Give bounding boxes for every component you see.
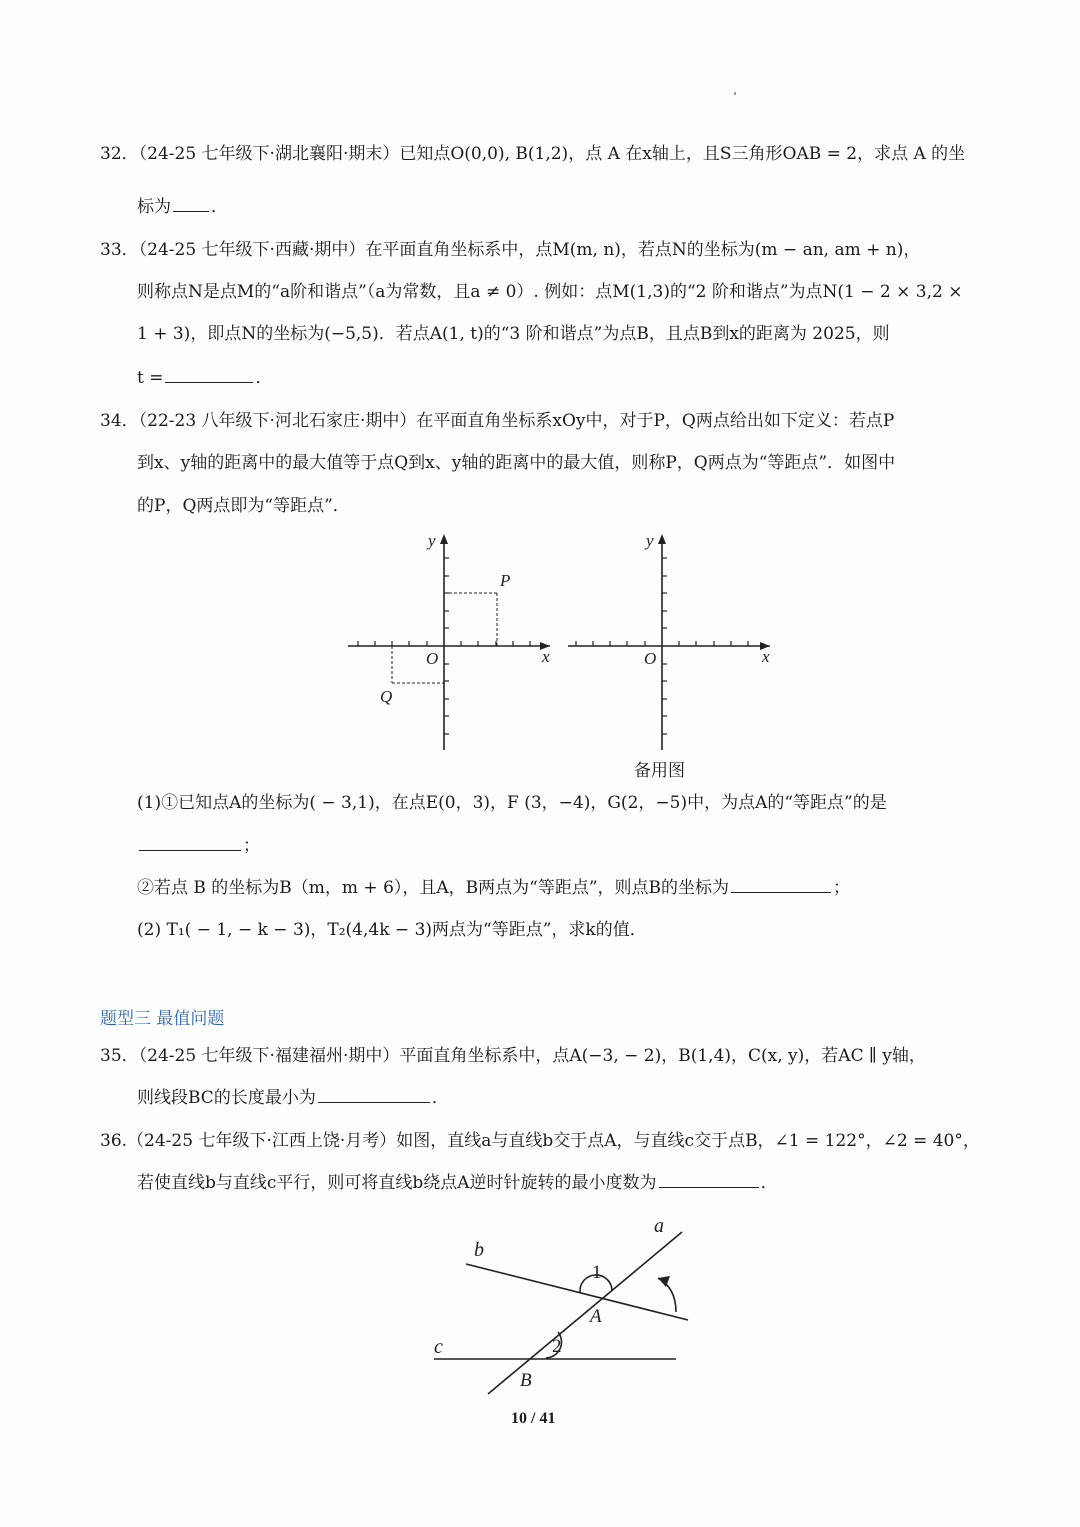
q33-line2: 则称点N是点M的“a阶和谐点”（a为常数，且a ≠ 0）. 例如：点M(1,3)的“2 阶和谐点”为点N(1 − 2 × 3,2 × <box>137 282 963 302</box>
q33-line4-end: ． <box>255 368 273 388</box>
q36-figure <box>420 1210 720 1400</box>
q33-line4-text: t = <box>137 368 164 388</box>
q34-figure-2 <box>560 530 780 760</box>
point-b-label: B <box>520 1370 532 1391</box>
q35-line2-end: ． <box>431 1088 449 1108</box>
q35-line2 <box>137 1090 449 1107</box>
section-heading: 题型三 最值问题 <box>100 1009 225 1029</box>
fig1-x-label: x <box>542 647 550 666</box>
label-a: a <box>654 1215 664 1237</box>
q34-part2: (2) T₁( − 1, − k − 3)，T₂(4,4k − 3)两点为“等距点”，求k的值． <box>137 920 647 940</box>
y-axis-arrow-icon <box>440 534 448 544</box>
q33-line1: 33．（24-25 七年级下·西藏·期中）在平面直角坐标系中，点M(m, n)，若点N的坐标为(m − an, am + n)， <box>100 240 921 260</box>
q34-part1a: (1)①已知点A的坐标为( − 3,1)，在点E(0，3)，F (3，−4)，G(2，−5)中，为点A的“等距点”的是 <box>137 793 887 813</box>
q34-part1b-blank[interactable] <box>731 891 831 893</box>
q36-answer-blank[interactable] <box>659 1186 759 1188</box>
fig2-caption: 备用图 <box>634 761 685 781</box>
q36-line1: 36.（24-25 七年级下·江西上饶·月考）如图，直线a与直线b交于点A，与直线c交于点B，∠1 = 122°，∠2 = 40°， <box>100 1131 980 1151</box>
q34-line1: 34．（22-23 八年级下·河北石家庄·期中）在平面直角坐标系xOy中，对于P，Q两点给出如下定义：若点P <box>100 411 895 431</box>
q33-line4 <box>137 370 272 387</box>
q32-line1: 32．（24-25 七年级下·湖北襄阳·期末）已知点O(0,0), B(1,2)，点 A 在x轴上，且S三角形OAB = 2，求点 A 的坐 <box>100 144 966 164</box>
q34-figure-1 <box>340 530 560 760</box>
q34-part1b-text: ②若点 B 的坐标为B（m，m + 6），且A，B两点为“等距点”，则点B的坐标为 <box>137 878 730 898</box>
q32-line2 <box>137 199 228 216</box>
q32-line2-end: ． <box>211 197 228 217</box>
q36-line2-text: 若使直线b与直线c平行，则可将直线b绕点A逆时针旋转的最小度数为 <box>137 1173 657 1193</box>
fig1-origin-label: O <box>426 649 439 668</box>
q35-line1: 35．（24-25 七年级下·福建福州·期中）平面直角坐标系中，点A(−3, − 2)，B(1,4)，C(x, y)，若AC ∥ y轴， <box>100 1046 926 1066</box>
q34-part1a-blank[interactable] <box>139 849 241 851</box>
y-axis-arrow-icon <box>658 534 666 544</box>
point-a-label: A <box>590 1306 602 1327</box>
q34-part1a-answer <box>137 838 260 855</box>
point-q-label: Q <box>380 687 393 706</box>
q32-answer-blank[interactable] <box>173 210 209 212</box>
label-c: c <box>434 1336 443 1358</box>
q34-part1b-end: ； <box>833 878 851 898</box>
q34-part1b <box>137 880 850 897</box>
fig2-origin-label: O <box>644 649 657 668</box>
q33-answer-blank[interactable] <box>165 381 253 383</box>
line-b <box>466 1264 688 1320</box>
page-number: 10 / 41 <box>511 1410 556 1427</box>
angle-2-label: 2 <box>552 1336 562 1357</box>
q33-line3: 1 + 3)，即点N的坐标为(−5,5)．若点A(1, t)的“3 阶和谐点”为点B，且点B到x的距离为 2025，则 <box>137 324 890 344</box>
point-p-label: P <box>500 571 511 590</box>
q35-answer-blank[interactable] <box>318 1101 430 1103</box>
q32-line2-text: 标为 <box>137 197 171 217</box>
q35-line2-text: 则线段BC的长度最小为 <box>137 1088 316 1108</box>
scan-speck <box>734 92 736 95</box>
fig2-y-label: y <box>646 531 654 550</box>
q34-part1a-end: ； <box>243 836 260 856</box>
label-b: b <box>474 1239 484 1261</box>
angle-1-label: 1 <box>592 1262 602 1283</box>
q36-line2-end: ． <box>760 1173 778 1193</box>
fig1-y-label: y <box>428 531 436 550</box>
q34-line2: 到x、y轴的距离中的最大值等于点Q到x、y轴的距离中的最大值，则称P，Q两点为“等距点”．如图中 <box>137 453 896 473</box>
q34-line3: 的P，Q两点即为“等距点”． <box>137 496 350 516</box>
line-a <box>488 1232 682 1394</box>
q36-line2 <box>137 1175 778 1192</box>
fig2-x-label: x <box>762 647 770 666</box>
